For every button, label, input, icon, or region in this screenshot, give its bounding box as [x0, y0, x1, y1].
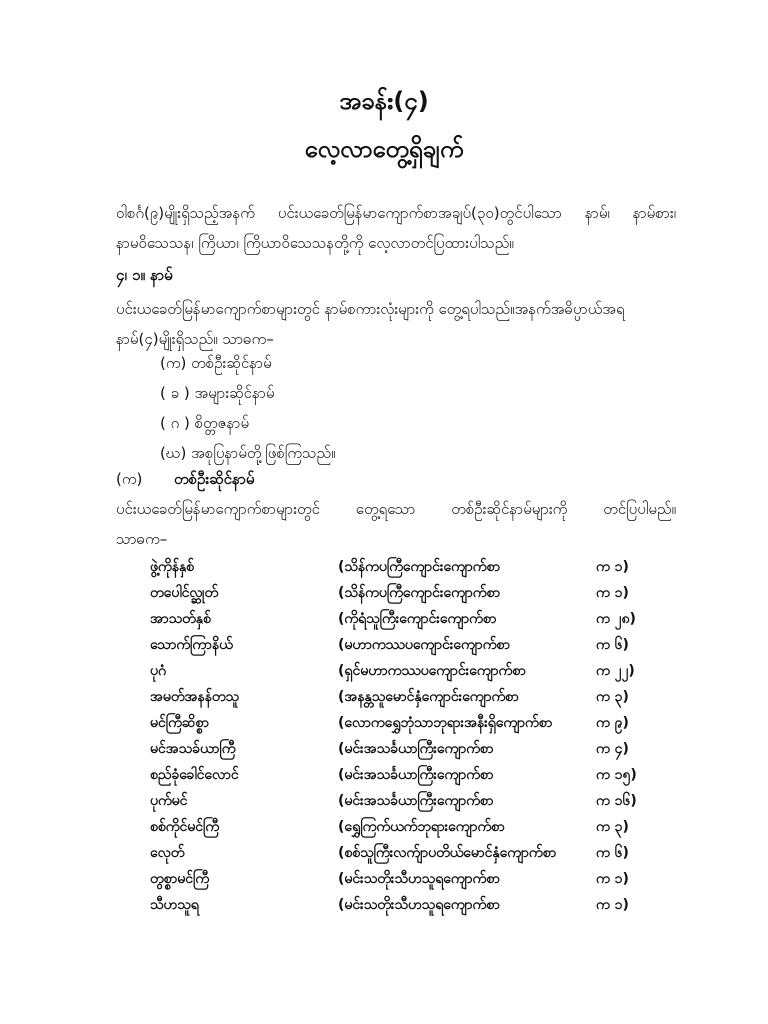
example-word: တွစ္စာမင်ကြီ — [150, 871, 210, 887]
example-ref: က ၂၂) — [596, 663, 635, 679]
example-word: တပေါင်လ္ဆုတ် — [150, 585, 219, 601]
example-row — [150, 632, 670, 658]
example-source: (ကိုရံသူကြီးကျောင်းကျောက်စာ — [338, 611, 497, 627]
noun-type-item: ( ဂ ) စိတ္တဇနာမ် — [160, 414, 250, 432]
intro-paragraph: ဝါစင်္ဂ(၉)မျိုးရှိသည့်အနက် ပင်းယခေတ်မြန်မာကျောက်စာအချပ်(၃၀)တွင်ပါသော နာမ်၊ နာမ်စား၊ နာမဝိသေသန၊ ကြိယာ၊ ကြိယာဝိသေသနတို့ကို လေ့လာတင်ပြထားပါသည်။ — [116, 204, 676, 252]
example-source: (အနန္တသူမောင်နှံကျောင်းကျောက်စာ — [338, 689, 519, 705]
example-ref: က ၉) — [596, 715, 629, 731]
example-source: (စစ်သူကြီးလက်ျာပတိယ်မောင်နှံကျောက်စာ — [338, 845, 557, 861]
example-row — [150, 580, 670, 606]
noun-type-item: (ဃ) အစုပြနာမ်တို့ဖြစ်ကြသည်။ — [160, 444, 336, 462]
noun-type-item: (က) တစ်ဦးဆိုင်နာမ် — [160, 354, 272, 372]
example-word: ဖွဲ့ကိုန်နှစ် — [150, 559, 195, 575]
subsection-label: တစ်ဦးဆိုင်နာမ် — [174, 470, 255, 488]
example-ref: က ၂၈) — [596, 611, 636, 627]
example-row — [150, 866, 670, 892]
example-source: (လောကရွှေဘုံသာဘုရားအနီးရှိကျောက်စာ — [338, 715, 553, 731]
example-ref: က ၆) — [596, 637, 629, 653]
example-row — [150, 658, 670, 684]
section-heading: ၄၊ ၁။ နာမ် — [116, 266, 173, 284]
example-ref: က ၁၆) — [596, 793, 637, 809]
paragraph-word: တစ်ဦးဆိုင်နာမ်များကို — [451, 500, 568, 518]
example-source: (သိန်ကပကြီကျောင်းကျောက်စာ — [338, 585, 501, 601]
example-ref: က ၁) — [596, 585, 629, 601]
example-row — [150, 788, 670, 814]
chapter-title: အခန်း(၄) — [339, 87, 429, 115]
example-row — [150, 684, 670, 710]
example-ref: က ၁) — [596, 897, 629, 913]
example-source: (မင်းအသင်္ခယာကြီးကျောက်စာ — [338, 767, 494, 783]
example-word: အမတ်အနန်တသူ — [150, 689, 239, 705]
example-row — [150, 554, 670, 580]
example-ref: က ၃) — [596, 819, 629, 835]
example-row — [150, 606, 670, 632]
example-source: (သိန်ကပကြီကျောင်းကျောက်စာ — [338, 559, 501, 575]
example-source: (မဟာကဿပကျောင်းကျောက်စာ — [338, 637, 511, 653]
example-source: (ရှင်မဟာကဿပကျောင်းကျောက်စာ — [338, 663, 526, 679]
example-row — [150, 840, 670, 866]
subsection-paragraph — [116, 494, 676, 554]
example-word: သီဟသူရ — [150, 897, 199, 913]
example-ref: က ၁) — [596, 871, 629, 887]
example-word: စစ်ကိုင်မင်ကြီ — [150, 819, 220, 835]
example-row — [150, 710, 670, 736]
example-ref: က ၃) — [596, 689, 629, 705]
noun-type-item: ( ခ ) အများဆိုင်နာမ် — [160, 384, 275, 402]
example-lead: သာဓက– — [116, 530, 168, 548]
example-ref: က ၁) — [596, 559, 629, 575]
example-word: မင်ကြီဆိစ္စာ — [150, 715, 209, 731]
example-word: လေုတ် — [150, 845, 185, 861]
example-row — [150, 892, 670, 918]
example-source: (မင်းအသင်္ခယာကြီးကျောက်စာ — [338, 793, 494, 809]
section-paragraph: ပင်းယခေတ်မြန်မာကျောက်စာများတွင် နာမ်စကားလုံးများကို တွေ့ရပါသည်။အနက်အဓိပ္ပာယ်အရ နာမ်(၄)မျိုးရှိသည်။ သာဓက– — [116, 300, 625, 348]
example-row — [150, 762, 670, 788]
example-word: စည်ခုံခေါင်လောင် — [150, 767, 239, 783]
example-source: (မင်းသတိုးသီဟသူရကျောက်စာ — [338, 897, 500, 913]
example-word: မင်အသခ်ယာကြီ — [150, 741, 236, 757]
example-source: (မင်းသတိုးသီဟသူရကျောက်စာ — [338, 871, 500, 887]
example-ref: က ၆) — [596, 845, 629, 861]
subsection-mark: (က) — [116, 470, 143, 488]
paragraph-word: တင်ပြပါမည်။ — [603, 500, 676, 518]
example-word: ပုက်မင် — [150, 793, 188, 809]
paragraph-word: ပင်းယခေတ်မြန်မာကျောက်စာများတွင် — [116, 500, 320, 518]
example-row — [150, 736, 670, 762]
example-source: (မင်းအသင်္ခယာကြီးကျောက်စာ — [338, 741, 494, 757]
subsection-heading — [116, 466, 255, 492]
example-ref: က ၄) — [596, 741, 629, 757]
example-word: သောက်ကြာနိယ် — [150, 637, 233, 653]
example-row — [150, 814, 670, 840]
example-ref: က ၁၅) — [596, 767, 637, 783]
example-source: (ရွှေကြက်ယက်ဘုရားကျောက်စာ — [338, 819, 505, 835]
chapter-subtitle: လေ့လာတွေ့ရှိချက် — [304, 135, 464, 163]
examples-list — [150, 554, 670, 918]
example-word: အာသတ်နှစ် — [150, 611, 211, 627]
paragraph-word: တွေ့ရသော — [355, 500, 416, 518]
example-word: ပုဂံ — [150, 663, 166, 679]
